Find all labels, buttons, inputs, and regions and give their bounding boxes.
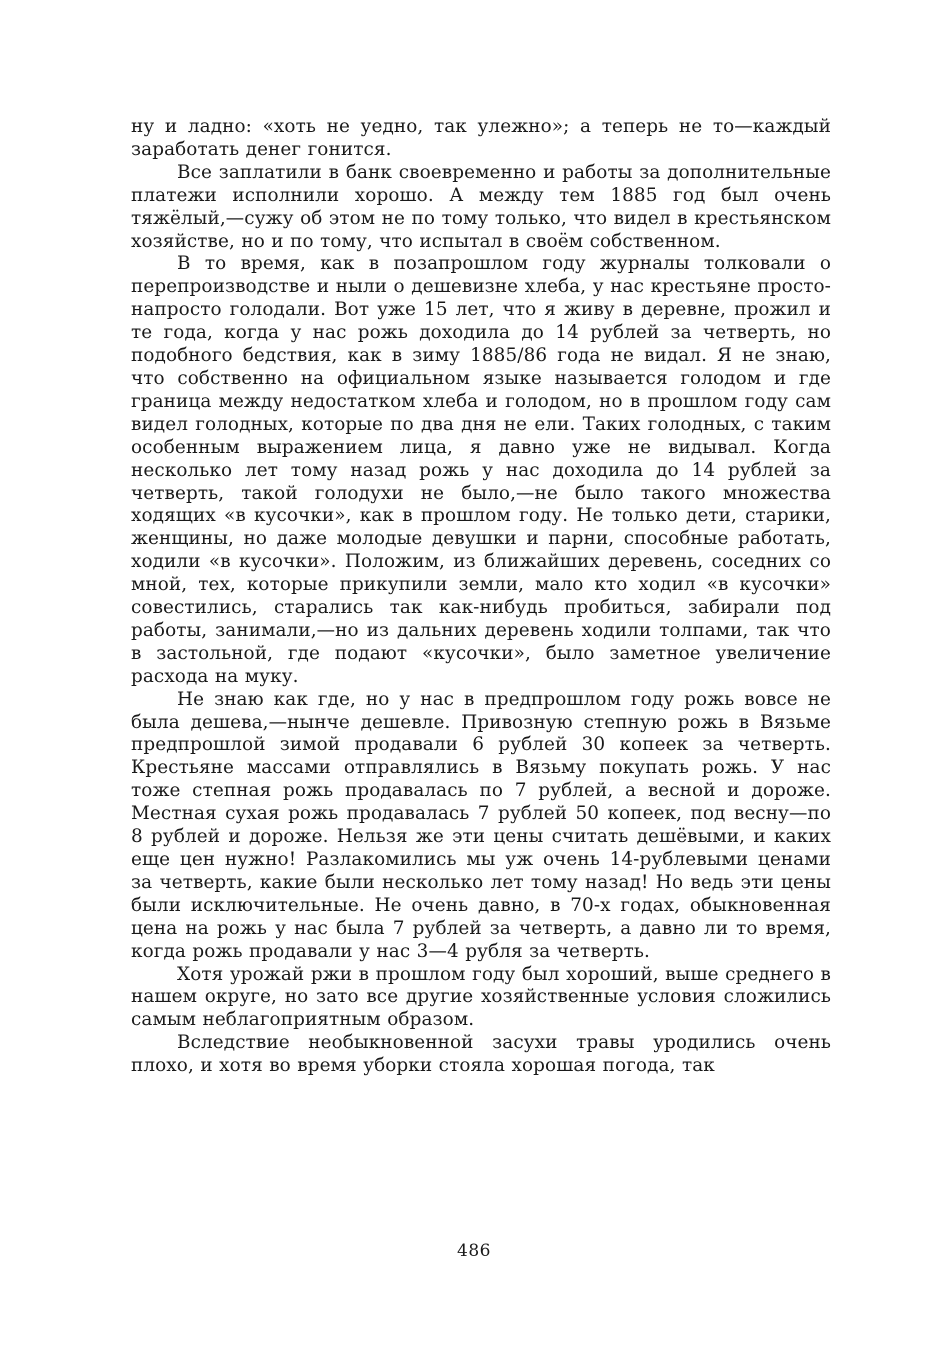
- paragraph-harvest: Хотя урожай ржи в прошлом году был хороший, выше среднего в нашем округе, но зато все другие хозяйственные условия сложились самым неблагоприятным образом.: [131, 963, 831, 1031]
- paragraph-famine: В то время, как в позапрошлом году журналы толковали о перепроизводстве и ныли о дешевизне хлеба, у нас крестьяне просто-напросто голодали. Вот уже 15 лет, что я живу в деревне, прожил и те года, когда у нас рожь доходила до 14 рублей за четверть, но подобного бедствия, как в зиму 1885/86 года не видал. Я не знаю, что собственно на официальном языке называется голодом и где граница между недостатком хлеба и голодом, но в прошлом году сам видел голодных, которые по два дня не ели. Таких голодных, с таким особенным выражением лица, я давно уже не видывал. Когда несколько лет тому назад рожь у нас доходила до 14 рублей за четверть, такой голодухи не было,—не было такого множества ходящих «в кусочки», как в прошлом году. Не только дети, старики, женщины, но даже молодые девушки и парни, способные работать, ходили «в кусочки». Положим, из ближайших деревень, соседних со мной, тех, которые прикупили земли, мало кто ходил «в кусочки» совестились, старались так как-нибудь пробиться, забирали под работы, занимали,—но из дальних деревень ходили толпами, так что в застольной, где подают «кусочки», было заметное увеличение расхода на муку.: [131, 253, 831, 687]
- body-text: [131, 116, 831, 1078]
- paragraph-bank-payments: Все заплатили в банк своевременно и работы за дополнительные платежи исполнили хорошо. А между тем 1885 год был очень тяжёлый,—сужу об этом не по тому только, что видел в крестьянском хозяйстве, но и по тому, что испытал в своём собственном.: [131, 161, 831, 252]
- paragraph-drought: Вследствие необыкновенной засухи травы уродились очень плохо, и хотя во время уборки стояла хорошая погода, так: [131, 1032, 831, 1077]
- paragraph-continuation: ну и ладно: «хоть не уедно, так улежно»; а теперь не то—каждый заработать денег гонится.: [131, 116, 831, 160]
- page-number: 486: [457, 1241, 491, 1261]
- paragraph-rye-prices: Не знаю как где, но у нас в предпрошлом году рожь вовсе не была дешева,—нынче дешевле. Привозную степную рожь в Вязьме предпрошлой зимой продавали 6 рублей 30 копеек за четверть. Крестьяне массами отправлялись в Вязьму покупать рожь. У нас тоже степная рожь продавалась по 7 рублей, а весной и дороже. Местная сухая рожь продавалась 7 рублей 50 копеек, под весну—по 8 рублей и дороже. Нельзя же эти цены считать дешёвыми, и каких еще цен нужно! Разлакомились мы уж очень 14-рублевыми ценами за четверть, какие были несколько лет тому назад! Но ведь эти цены были исключительные. Не очень давно, в 70-х годах, обыкновенная цена на рожь у нас была 7 рублей за четверть, а давно ли то время, когда рожь продавали у нас 3—4 рубля за четверть.: [131, 688, 831, 962]
